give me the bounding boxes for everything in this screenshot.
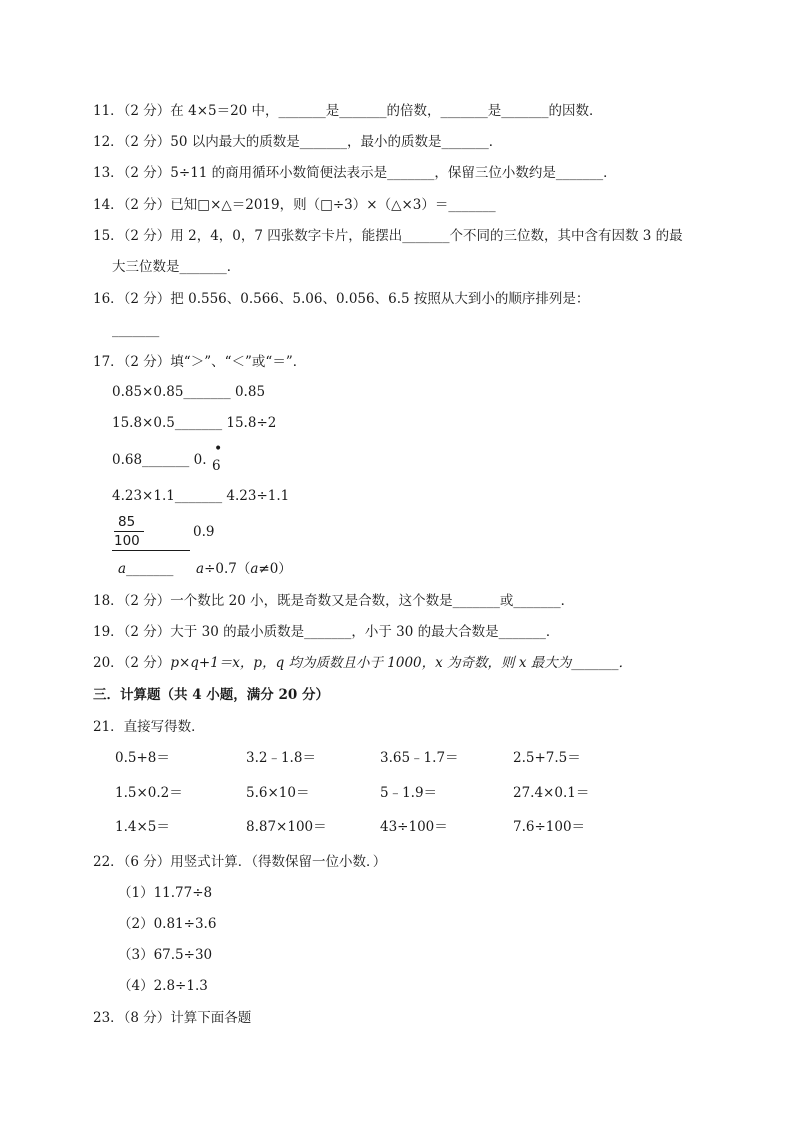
question-14: 14．（2 分）已知□×△＝2019，则（□÷3）×（△×3）＝_______ <box>93 197 496 213</box>
question-22: 22．（6 分）用竖式计算．（得数保留一位小数．） <box>93 854 387 870</box>
question-15-line1: 15．（2 分）用 2，4，0，7 四张数字卡片，能摆出_______个不同的三位数，其中含有因数 3 的最 <box>93 228 683 244</box>
question-13: 13．（2 分）5÷11 的商用循环小数简便法表示是_______，保留三位小数约是_______． <box>93 165 617 181</box>
variable-a: a <box>196 561 205 577</box>
long-division-item: （1）11.77÷8 <box>118 885 213 901</box>
question-15-line2: 大三位数是_______． <box>112 259 241 275</box>
long-division-item: （2）0.81÷3.6 <box>118 916 217 932</box>
repeating-digit: 6 <box>212 458 221 474</box>
calc-cell: 0.5+8＝ <box>115 750 170 766</box>
calc-cell: 5.6×10＝ <box>246 785 310 801</box>
question-18: 18．（2 分）一个数比 20 小，既是奇数又是合数，这个数是_______或_______． <box>93 593 575 609</box>
calc-cell: 2.5+7.5＝ <box>513 750 581 766</box>
calc-cell: 3.2﹣1.8＝ <box>246 750 316 766</box>
expression-text: ÷0.7（ <box>204 561 251 577</box>
calc-cell: 1.4×5＝ <box>115 819 170 835</box>
question-20 <box>93 654 632 672</box>
question-12: 12．（2 分）50 以内最大的质数是_______，最小的质数是_______． <box>93 134 503 150</box>
expression-text: ≠0） <box>258 561 292 577</box>
compare-item-c: 0.68_______ 0. <box>112 452 207 468</box>
fraction-85-100 <box>112 513 194 553</box>
long-division-item: （3）67.5÷30 <box>118 947 213 963</box>
calc-cell: 1.5×0.2＝ <box>115 785 183 801</box>
calc-cell: 8.87×100＝ <box>246 819 327 835</box>
answer-blank: _______ <box>126 561 174 577</box>
calc-cell: 43÷100＝ <box>380 819 448 835</box>
calc-cell: 5﹣1.9＝ <box>380 785 438 801</box>
long-division-item: （4）2.8÷1.3 <box>118 978 208 994</box>
compare-item-f-right <box>196 560 292 578</box>
question-23: 23．（8 分）计算下面各题 <box>93 1010 252 1026</box>
question-17: 17．（2 分）填“＞”、“＜”或“＝”． <box>93 354 307 370</box>
question-16-answer-blank: _______ <box>112 322 160 338</box>
fraction-denominator: 100 <box>114 533 140 549</box>
question-21: 21．直接写得数． <box>93 719 205 735</box>
repeating-dot-icon: • <box>214 441 223 457</box>
compare-item-f <box>118 560 173 578</box>
compare-item-a: 0.85×0.85_______ 0.85 <box>112 384 266 400</box>
question-11: 11．（2 分）在 4×5＝20 中，_______是_______的倍数，_______是_______的因数． <box>93 103 603 119</box>
variable-a: a <box>250 561 259 577</box>
calc-cell: 7.6÷100＝ <box>513 819 586 835</box>
compare-item-d: 4.23×1.1_______ 4.23÷1.1 <box>112 488 290 504</box>
question-19: 19．（2 分）大于 30 的最小质数是_______，小于 30 的最大合数是_______． <box>93 624 560 640</box>
section-3-heading: 三．计算题（共 4 小题，满分 20 分） <box>93 687 329 703</box>
question-20-prefix: 20．（2 分） <box>93 655 171 671</box>
question-16-line1: 16．（2 分）把 0.556、0.566、5.06、0.056、6.5 按照从大到小的顺序排列是： <box>93 291 590 307</box>
compare-item-e-right: 0.9 <box>193 524 215 540</box>
calc-cell: 27.4×0.1＝ <box>513 785 590 801</box>
compare-item-b: 15.8×0.5_______ 15.8÷2 <box>112 415 277 431</box>
fraction-numerator: 85 <box>118 514 136 530</box>
answer-blank <box>112 550 190 551</box>
variable-a: a <box>118 561 127 577</box>
question-20-body: p×q+1＝x，p，q 均为质数且小于 1000，x 为奇数，则 x 最大为_______． <box>170 655 632 671</box>
calc-cell: 3.65﹣1.7＝ <box>380 750 459 766</box>
